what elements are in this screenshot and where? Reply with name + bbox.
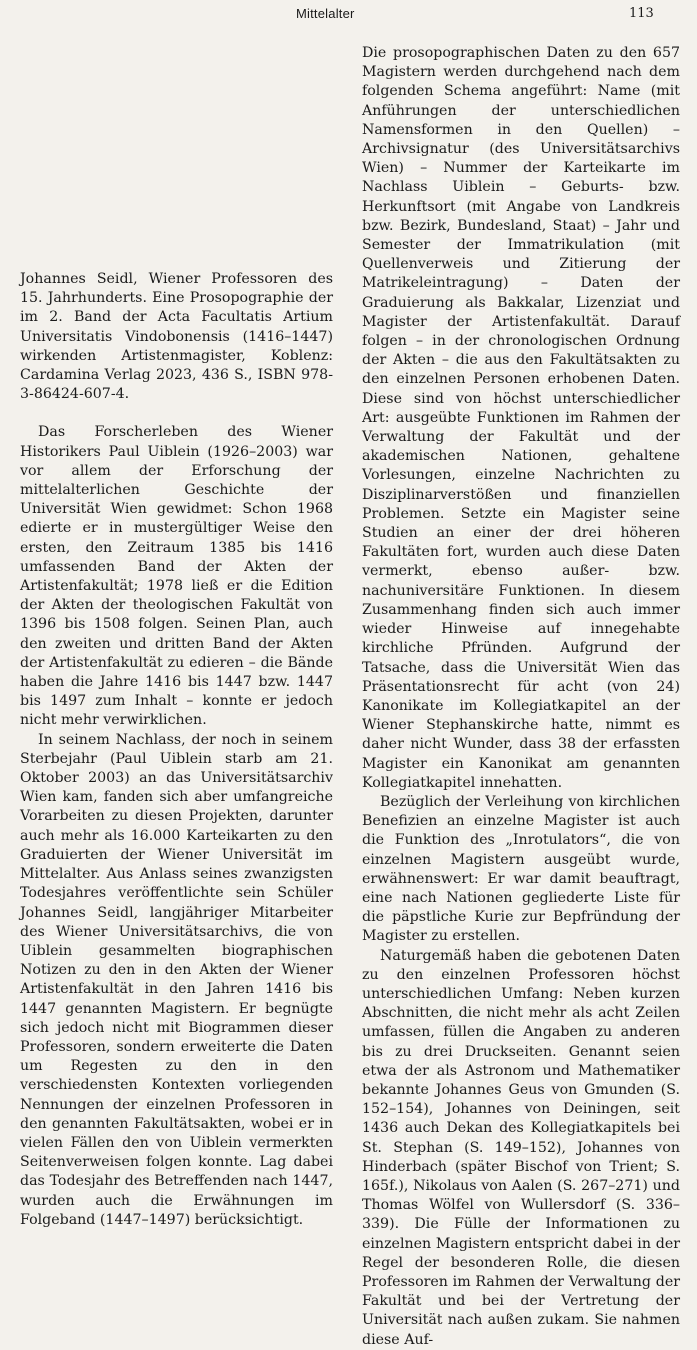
book-reference: Johannes Seidl, Wiener Professoren des 15. Jahrhunderts. Eine Prosopographie der im 2. Band der Acta Facultatis Artium Universitatis Vindobonensis (1416–1447) wirkenden Artistenmagister, Koblenz: Cardamina Verlag 2023, 436 S., ISBN 978-3-86424-607-4. xyxy=(20,271,333,403)
left-paragraph-1: Das Forscherleben des Wiener Historikers Paul Uiblein (1926–2003) war vor allem der Erforschung der mittelalterlichen Geschichte der Universität Wien gewidmet: Schon 1968 edierte er in mustergültiger Weise den ersten, den Zeitraum 1385 bis 1416 umfassenden Band der Akten der Artistenfakultät; 1978 ließ er die Edition der Akten der theologischen Fakultät von 1396 bis 1508 folgen. Seinen Plan, auch den zweiten und dritten Band der Akten der Artistenfakultät zu edieren – die Bände haben die Jahre 1416 bis 1447 bzw. 1447 bis 1497 zum Inhalt – konnte er jedoch nicht mehr verwirklichen. xyxy=(20,424,333,729)
page-number: 113 xyxy=(629,6,654,21)
left-column xyxy=(20,270,333,1230)
running-header-title: Mittelalter xyxy=(296,6,355,21)
right-paragraph-1: Die prosopographischen Daten zu den 657 Magistern werden durchgehend nach dem folgenden Schema angeführt: Name (mit Anführungen der unterschiedlichen Namensformen in den Quellen) – Archivsignatur (des Universitätsarchivs Wien) – Nummer der Karteikarte im Nachlass Uiblein – Geburts- bzw. Herkunftsort (mit Angabe von Landkreis bzw. Bezirk, Bundesland, Staat) – Jahr und Semester der Immatrikulation (mit Quellenverweis und Zitierung der Matrikeleintragung) – Daten der Graduierung als Bakkalar, Lizenziat und Magister der Artistenfakultät. Darauf folgen – in der chronologischen Ordnung der Akten – die aus den Fakultätsakten zu den einzelnen Personen erhobenen Daten. Diese sind von höchst unterschiedlicher Art: ausgeübte Funktionen im Rahmen der Verwaltung der Fakultät und der akademischen Nationen, gehaltene Vorlesungen, einzelne Nachrichten zu Disziplinarverstößen und finanziellen Problemen. Setzte ein Magister seine Studien an einer der drei höheren Fakultäten fort, wurden auch diese Daten vermerkt, ebenso außer- bzw. nachuniversitäre Funktionen. In diesem Zusammenhang finden sich auch immer wieder Hinweise auf innegehabte kirchliche Pfründen. Aufgrund der Tatsache, dass die Universität Wien das Präsentationsrecht für acht (von 24) Kanonikate im Kollegiatkapitel an der Wiener Stephanskirche hatte, nimmt es daher nicht Wunder, dass 38 der erfassten Magister ein Kanonikat am genannten Kollegiatkapitel innehatten. xyxy=(362,45,680,791)
right-paragraph-2: Bezüglich der Verleihung von kirchlichen Benefizien an einzelne Magister ist auch die Funktion des „Inrotulators“, die von einzelnen Magistern ausgeübt wurde, erwähnenswert: Er war damit beauftragt, eine nach Nationen gegliederte Liste für die päpstliche Kurie zur Bepfründung der Magister zu erstellen. xyxy=(362,793,680,945)
right-paragraph-3: Naturgemäß haben die gebotenen Daten zu den einzelnen Professoren höchst unterschiedlichen Umfang: Neben kurzen Abschnitten, die nicht mehr als acht Zeilen umfassen, füllen die Angaben zu anderen bis zu drei Druckseiten. Genannt seien etwa der als Astronom und Mathematiker bekannte Johannes Geus von Gmunden (S. 152–154), Johannes von Deiningen, seit 1436 auch Dekan des Kollegiatkapitels bei St. Stephan (S. 149–152), Johannes von Hinderbach (später Bischof von Trient; S. 165f.), Nikolaus von Aalen (S. 267–271) und Thomas Wölfel von Wullersdorf (S. 336–339). Die Fülle der Informationen zu einzelnen Magistern entspricht dabei in der Regel der besonderen Rolle, die diesen Professoren im Rahmen der Verwaltung der Fakultät und bei der Vertretung der Universität nach außen zukam. Sie nahmen diese Auf- xyxy=(362,947,680,1348)
left-paragraph-2: In seinem Nachlass, der noch in seinem Sterbejahr (Paul Uiblein starb am 21. Oktober 2003) an das Universitätsarchiv Wien kam, fanden sich aber umfangreiche Vorarbeiten zu diesen Projekten, darunter auch mehr als 16.000 Karteikarten zu den Graduierten der Wiener Universität im Mittelalter. Aus Anlass seines zwanzigsten Todesjahres veröffentlichte sein Schüler Johannes Seidl, langjähriger Mitarbeiter des Wiener Universitätsarchivs, die von Uiblein gesammelten biographischen Notizen zu den in den Akten der Wiener Artistenfakultät in den Jahren 1416 bis 1447 genannten Magistern. Er begnügte sich jedoch nicht mit Biogrammen dieser Professoren, sondern erweiterte die Daten um Regesten zu den in den verschiedensten Kontexten vorliegenden Nennungen der einzelnen Professoren in den genannten Fakultätsakten, wobei er in vielen Fällen den von Uiblein vermerkten Seitenverweisen folgen konnte. Lag dabei das Todesjahr des Betreffenden nach 1447, wurden auch die Erwähnungen im Folgeband (1447–1497) berücksichtigt. xyxy=(20,731,333,1228)
right-column xyxy=(362,44,680,1350)
